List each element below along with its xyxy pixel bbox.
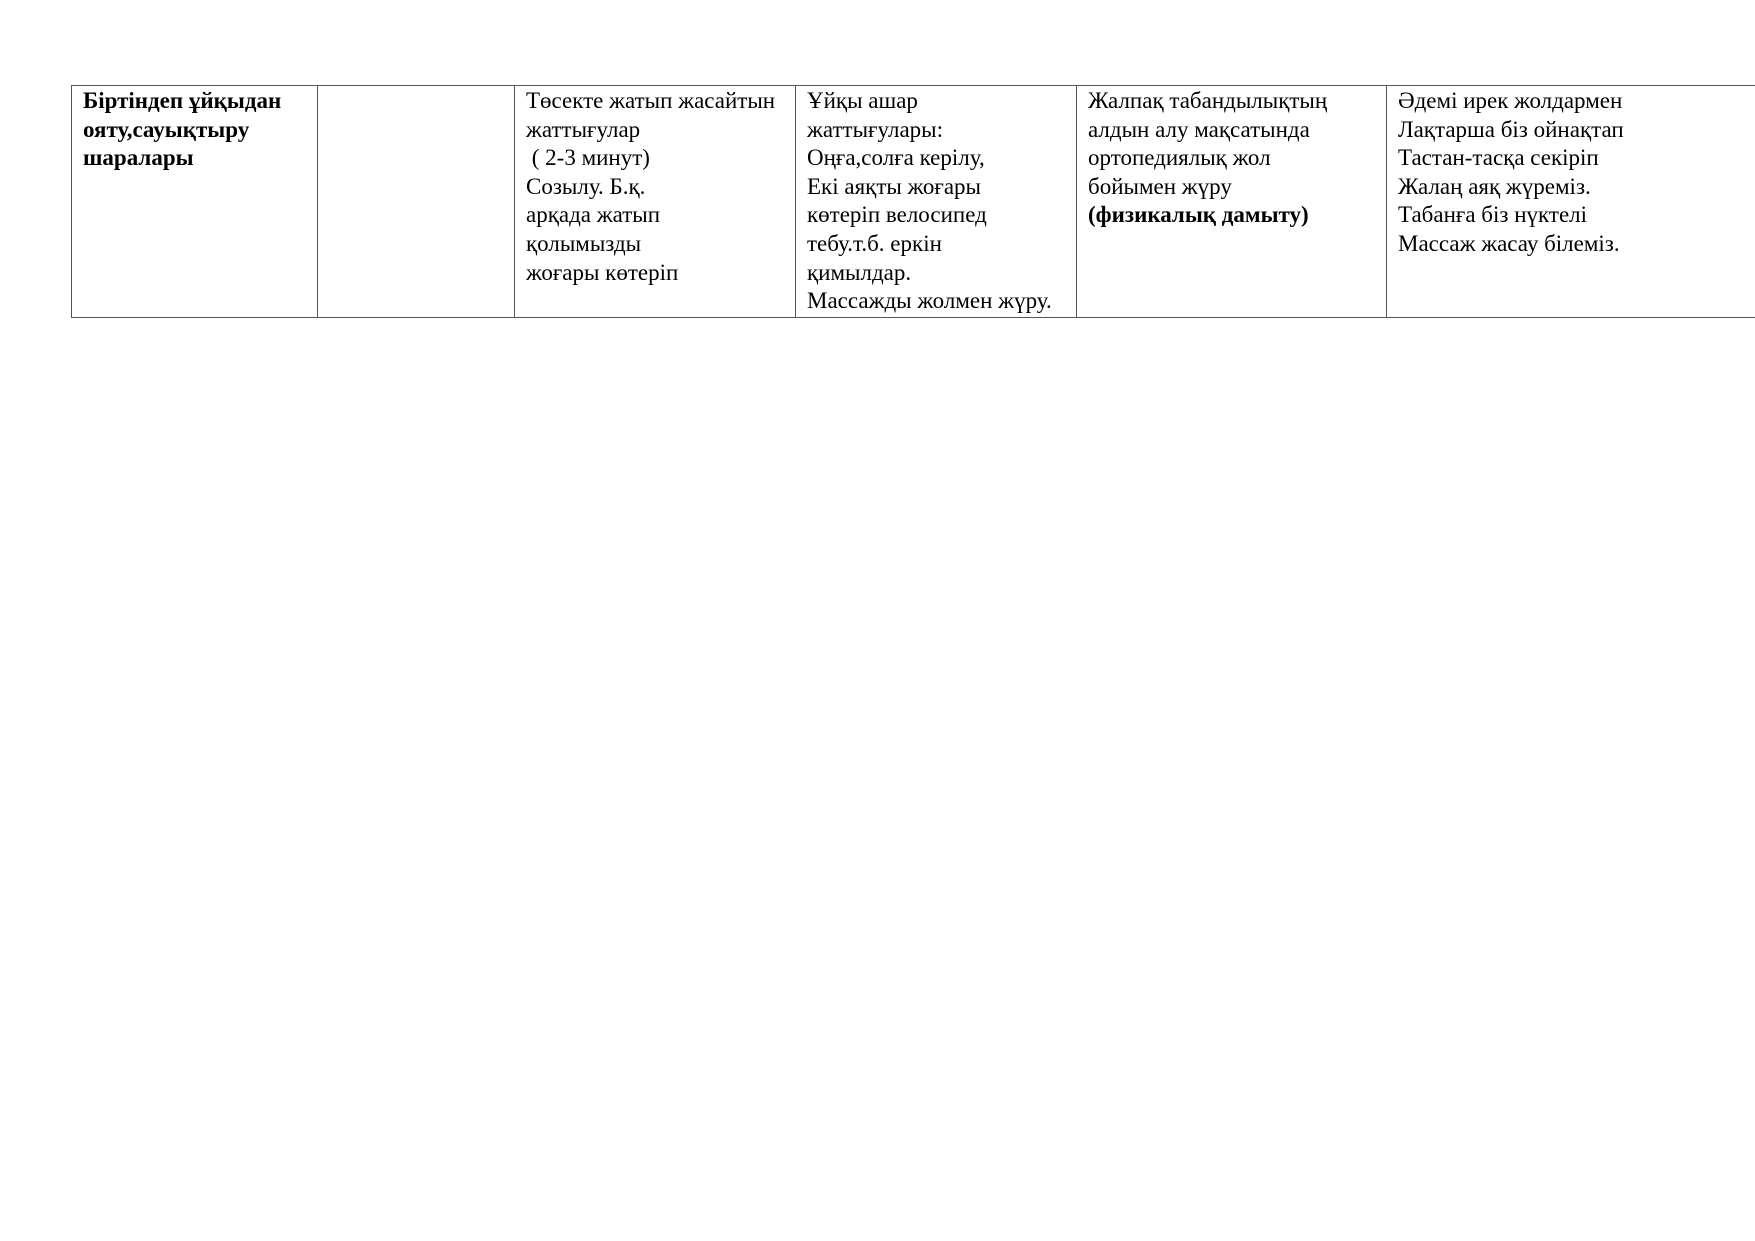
- row-label-line: шаралары: [83, 145, 194, 171]
- wakeup-exercises-line: Массажды жолмен жүру.: [807, 288, 1052, 314]
- poem-line: Лақтарша біз ойнақтап: [1398, 116, 1624, 142]
- poem-line: Жалаң аяқ жүреміз.: [1398, 173, 1591, 199]
- flatfoot-line: Жалпақ табандылықтың: [1088, 88, 1328, 113]
- row-label-line: ояту,сауықтыру: [83, 116, 250, 142]
- wakeup-exercises-line: тебу.т.б. еркін: [807, 230, 942, 256]
- wakeup-exercises-line: көтеріп велосипед: [807, 202, 987, 228]
- bed-exercises-line: арқада жатып: [526, 202, 661, 228]
- bed-exercises-line: ( 2-3 минут): [526, 145, 650, 171]
- daily-plan-table: [71, 85, 1755, 318]
- bed-exercises-cell: [515, 86, 796, 318]
- empty-cell: [318, 86, 515, 318]
- flatfoot-prevention-cell: [1077, 86, 1387, 318]
- row-label-line: Біртіндеп ұйқыдан: [83, 88, 282, 113]
- wakeup-exercises-line: Ұйқы ашар: [807, 88, 918, 113]
- bed-exercises-line: қолымызды: [526, 230, 642, 256]
- poem-line: Әдемі ирек жолдармен: [1398, 88, 1623, 113]
- flatfoot-line: ортопедиялық жол: [1088, 145, 1271, 171]
- flatfoot-line: бойымен жүру: [1088, 173, 1232, 199]
- poem-cell: [1387, 86, 1755, 318]
- bed-exercises-line: Төсекте жатып жасайтын: [526, 88, 776, 113]
- bed-exercises-line: жоғары көтеріп: [526, 259, 679, 285]
- wakeup-exercises-line: Оңға,солға керілу,: [807, 145, 985, 171]
- physical-development-label: (физикалық дамыту): [1088, 202, 1309, 228]
- flatfoot-line: алдын алу мақсатында: [1088, 116, 1310, 142]
- bed-exercises-line: Созылу. Б.қ.: [526, 173, 646, 199]
- wakeup-exercises-cell: [796, 86, 1077, 318]
- wakeup-exercises-line: қимылдар.: [807, 259, 912, 285]
- poem-line: Тастан-тасқа секіріп: [1398, 145, 1599, 171]
- row-label-cell: [72, 86, 318, 318]
- poem-line: Табанға біз нүктелі: [1398, 202, 1588, 228]
- bed-exercises-line: жаттығулар: [526, 116, 641, 142]
- wakeup-exercises-line: Екі аяқты жоғары: [807, 173, 981, 199]
- wakeup-exercises-line: жаттығулары:: [807, 116, 944, 142]
- table-row: [72, 86, 1755, 318]
- poem-line: Массаж жасау білеміз.: [1398, 230, 1620, 256]
